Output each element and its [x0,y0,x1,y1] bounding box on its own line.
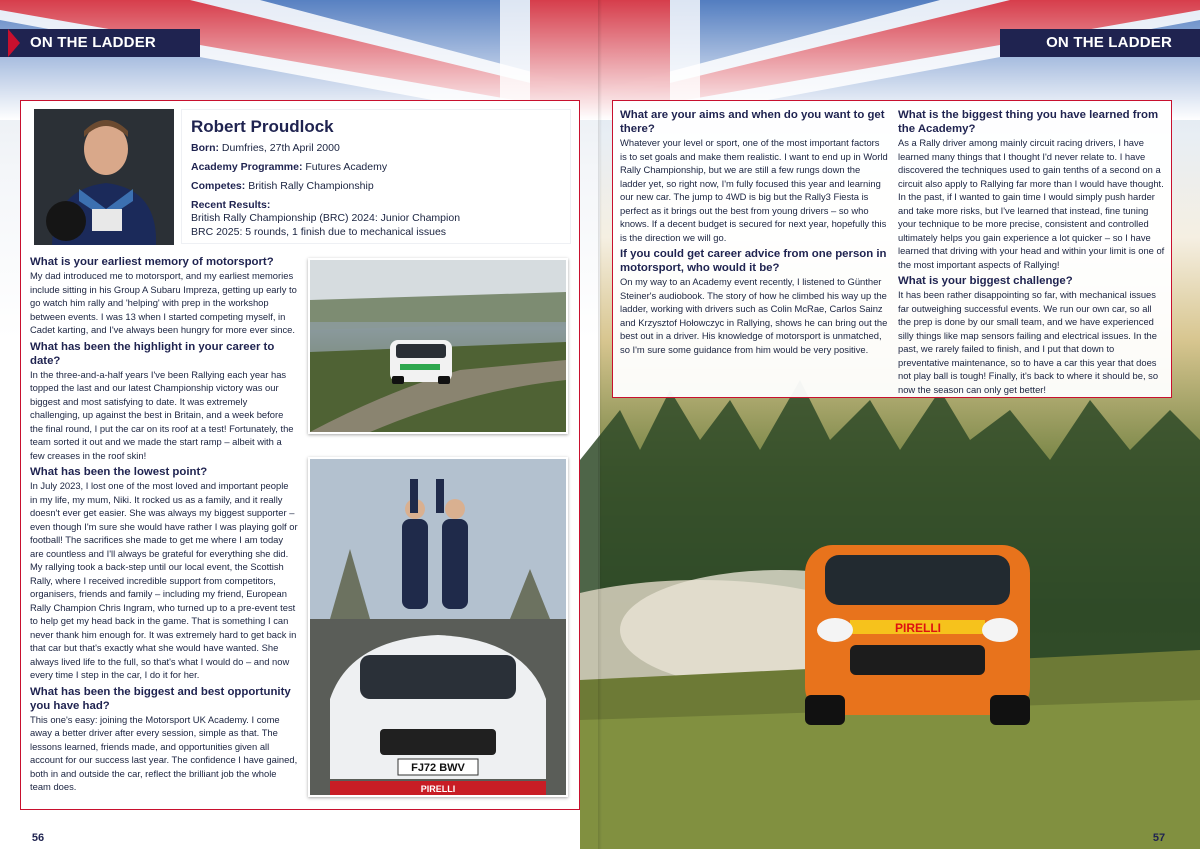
academy-value: Futures Academy [305,161,388,173]
car-banner-right: PIRELLI [894,621,942,635]
results-label: Recent Results: [191,199,271,211]
driver-portrait-graphic [34,109,174,245]
question-heading: What are your aims and when do you want to get there? [620,109,885,135]
result-item: BRC 2025: 5 rounds, 1 finish due to mechanical issues [191,226,447,238]
question-heading: What is your earliest memory of motorsport? [30,256,274,268]
page-number-left: 56 [31,832,45,844]
answer-text: On my way to an Academy event recently, I listened to Günther Steiner's audiobook. The story of how he climbed his way up the ladder, working with drivers such as Colin McRae, Carlos Sainz and Krzysztof Hołowczyc in Rallying, shows he can bring out the best out in a driver. His knowledge of motorsport is unmatched, so I'm sure some guidance from him would be very positive. [620,276,888,355]
driver-name: Robert Proudlock [191,117,334,136]
answer-text: It has been rather disappointing so far, with mechanical issues far outweighing successful events. We run our own car, so all the prep is done by our small team, and we have experienced silly things like map sensors failing and electrical issues. In the past, we rarely failed to finish, and I put that down to preventative maintenance, so to have a car this year that does not play ball is tough! Finally, it's back to where it should be, so now the season can only get better! [898,289,1159,395]
question-heading: What has been the highlight in your career to date? [30,340,275,367]
profile-card [182,110,570,243]
podium-graphic [310,459,566,795]
question-heading: If you could get career advice from one person in motorsport, who would it be? [620,248,887,274]
born-line [191,142,340,154]
born-label: Born: [191,142,219,154]
question-heading: What is the biggest thing you have learned from the Academy? [898,109,1159,135]
born-value: Dumfries, 27th April 2000 [221,142,340,154]
answer-text: My dad introduced me to motorsport, and my earliest memories include sitting in his Group A Subaru Impreza, getting up early to go watch him rally and 'helping' with prep in the workshop between events. I was 13 when I started competing myself, in Cadet karting, and I've always been hungry for more ever since. [30,270,297,335]
podium-celebration-photo [308,457,568,797]
answer-text: In July 2023, I lost one of the most loved and important people in my life, my mum, Niki. It rocked us as a family, and it really doesn't ever get easier. She was always my biggest supporter – even though I'm sure she would have rather I was playing golf or football! The sacrifices she made to get me where I am today are countless and I'll always be grateful for everything she did. My rallying took a back-step until our local event, the Scottish Rally, where I received incredible support from competitors, organisers, friends and family – including my friend, European Rally Champion Chris Ingram, who turned up to a pre-event test to help get my head back in the game. That is something I can never thank him enough for. It was extremely hard to get back in that car but that's exactly what she would have wanted. She always lived life to the full, so that's what I would do – and now every time I step in the car, I do it for her. [30,480,298,680]
question-heading: What has been the lowest point? [30,466,208,478]
answer-text: This one's easy: joining the Motorsport UK Academy. I come away a better driver after every session, simple as that. The lessons learned, friends made, and opportunities given all account for our success last year. The confidence I have gained, both in and outside the car, reflect the brilliant job the whole team does. [30,713,298,792]
right-qa-column-a [620,108,888,359]
number-plate: FJ72 BWV [411,762,465,774]
competes-label: Competes: [191,180,246,192]
rally-action-photo [308,258,568,434]
answer-text: In the three-and-a-half years I've been Rallying each year has topped the last and our latest Championship victory was our biggest and most satisfying to date. It was extremely challenging, up against the best in Britain, and a week before the final round, I put the car on its roof at a test! Fortunately, the team sorted it out and we made the start ramp – albeit with a few creases in the roof skin! [30,368,294,461]
profile-photo [34,109,174,245]
question-heading: What has been the biggest and best opportunity you have had? [30,685,291,712]
forest-rally-scene [580,380,1200,849]
section-tag-right: ON THE LADDER [1000,29,1200,57]
academy-line [191,161,387,173]
car-banner-left: PIRELLI [420,784,456,794]
answer-text: As a Rally driver among mainly circuit racing drivers, I have learned many things that I thought I'd never relate to. I have discovered the techniques used to gain tenths of a second on a circuit also apply to Rallying far more than I would have thought. In the past, if I wanted to gain time I would simply push harder and take more risks, but I've learned that instead, fine tuning your technique to be more precise, consistent and controlled ultimately helps you gain experience a lot quicker – so I have learned that driving with your head and within your limit is one of the most important aspects of Rallying! [898,137,1165,270]
rally-action-graphic [310,260,566,432]
competes-value: British Rally Championship [248,180,374,192]
page-number-right: 57 [1152,832,1166,844]
academy-label: Academy Programme: [191,161,303,173]
page-gutter [598,0,602,849]
question-heading: What is your biggest challenge? [898,275,1073,287]
rally-car-right [805,545,1030,725]
result-item: British Rally Championship (BRC) 2024: Junior Champion [191,212,461,224]
answer-text: Whatever your level or sport, one of the most important factors is to set goals and make them realistic. I want to end up in World Rally Championship, but we are still a few rungs down the ladder yet, so right now, I'm fully focused this year and learning our new car. The jump to 4WD is big but the Rally3 Fiesta is perfect as it brings out the best from young drivers – so who knows. If a decent budget is secured for next year, hopefully this is the direction we will go. [620,137,888,243]
section-tag-left: ON THE LADDER [0,29,200,57]
competes-line [191,180,374,192]
right-qa-column-b [898,108,1166,399]
results-label-line [191,199,270,211]
left-qa-column [30,255,298,797]
